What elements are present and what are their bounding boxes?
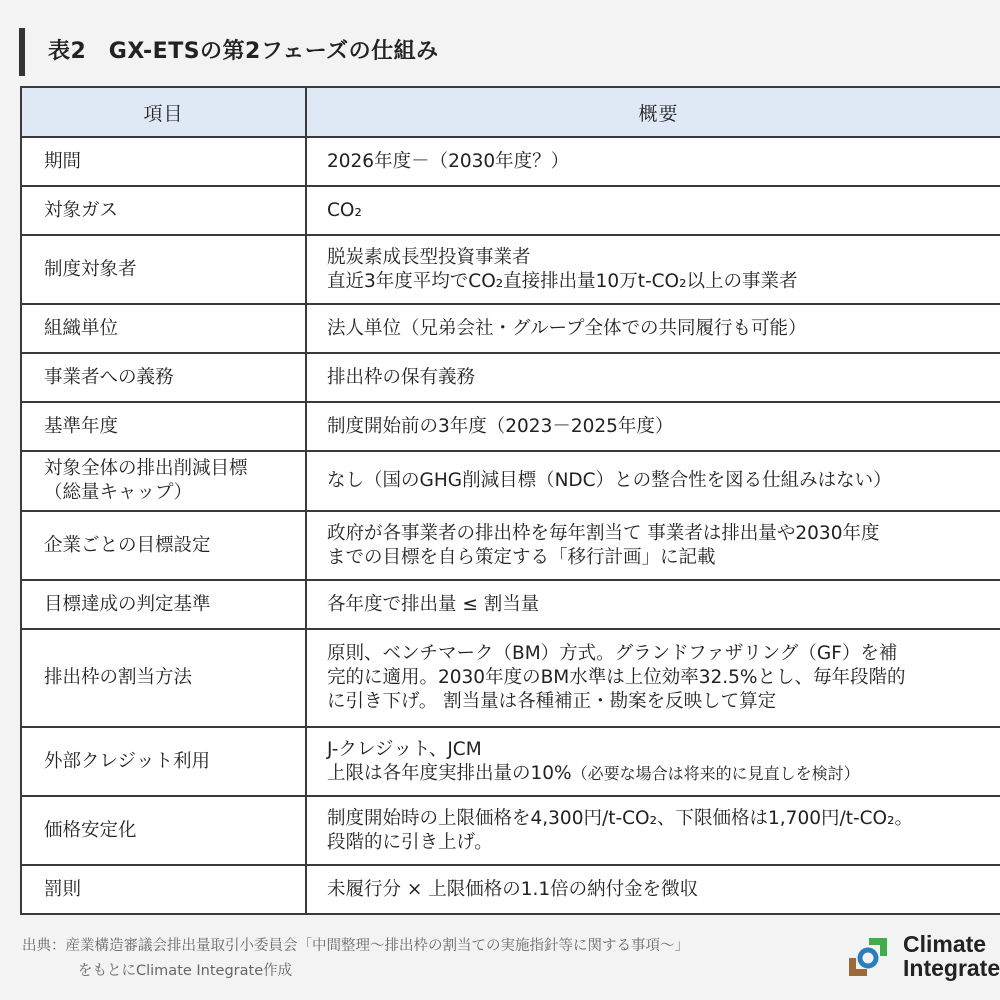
row-item: 価格安定化 — [21, 796, 306, 865]
table-row — [21, 137, 1000, 186]
row-overview: 未履行分 × 上限価格の1.1倍の納付金を徴収 — [306, 865, 1000, 914]
row-item: 事業者への義務 — [21, 353, 306, 402]
logo-line-2: Integrate — [903, 955, 1000, 981]
row-item: 目標達成の判定基準 — [21, 580, 306, 629]
row-item: 対象ガス — [21, 186, 306, 235]
overview-note-small: （必要な場合は将来的に見直しを検討） — [571, 763, 860, 783]
row-overview: 制度開始前の3年度（2023－2025年度） — [306, 402, 1000, 451]
header-overview: 概要 — [306, 87, 1000, 137]
logo-mark-icon — [845, 934, 891, 980]
table-row — [21, 865, 1000, 914]
table-row — [21, 580, 1000, 629]
row-overview: CO₂ — [306, 186, 1000, 235]
table-row — [21, 727, 1000, 796]
row-overview: 各年度で排出量 ≤ 割当量 — [306, 580, 1000, 629]
table-row — [21, 451, 1000, 511]
overview-line: に引き下げ。 割当量は各種補正・勘案を反映して算定 — [327, 691, 777, 712]
overview-line: までの目標を自ら策定する「移行計画」に記載 — [327, 546, 716, 568]
overview-note-main: 上限は各年度実排出量の10% — [327, 762, 572, 784]
climate-integrate-logo — [845, 930, 1000, 990]
overview-line: 制度開始時の上限価格を4,300円/t-CO₂、下限価格は1,700円/t-CO₂。 — [327, 807, 914, 829]
source-line-2: をもとにClimate Integrate作成 — [78, 963, 293, 979]
gx-ets-table — [20, 86, 1000, 915]
row-item: 基準年度 — [21, 402, 306, 451]
table-row — [21, 511, 1000, 580]
source-note — [22, 934, 689, 984]
table-row — [21, 353, 1000, 402]
row-item: 罰則 — [21, 865, 306, 914]
overview-line: 脱炭素成長型投資事業者 — [327, 246, 531, 268]
table-title: 表2 GX-ETSの第2フェーズの仕組み — [48, 39, 439, 64]
logo-wordmark — [903, 932, 1000, 980]
row-overview — [306, 727, 1000, 796]
row-overview: なし（国のGHG削減目標（NDC）との整合性を図る仕組みはない） — [306, 451, 1000, 511]
row-item — [21, 451, 306, 511]
logo-blue-ring — [860, 950, 876, 966]
overview-line: 政府が各事業者の排出枠を毎年割当て 事業者は排出量や2030年度 — [327, 522, 880, 544]
row-item: 組織単位 — [21, 304, 306, 353]
overview-line: 直近3年度平均でCO₂直接排出量10万t-CO₂以上の事業者 — [327, 270, 798, 292]
item-sublabel: （総量キャップ） — [44, 482, 193, 503]
row-item: 排出枠の割当方法 — [21, 629, 306, 727]
source-line-1: 出典：産業構造審議会排出量取引小委員会「中間整理〜排出枠の割当ての実施指針等に関する事項〜」 — [22, 938, 689, 954]
row-overview: 法人単位（兄弟会社・グループ全体での共同履行も可能） — [306, 304, 1000, 353]
overview-line: 完的に適用。2030年度のBM水準は上位効率32.5%とし、毎年段階的 — [327, 667, 906, 688]
header-item: 項目 — [21, 87, 306, 137]
table-row — [21, 186, 1000, 235]
row-overview: 2026年度－（2030年度？） — [306, 137, 1000, 186]
row-overview — [306, 629, 1000, 727]
item-label: 対象全体の排出削減目標 — [44, 458, 248, 479]
logo-line-1: Climate — [903, 931, 987, 957]
row-overview — [306, 796, 1000, 865]
table-row — [21, 235, 1000, 304]
title-accent-bar — [19, 28, 25, 76]
row-overview — [306, 235, 1000, 304]
row-overview — [306, 511, 1000, 580]
row-overview: 排出枠の保有義務 — [306, 353, 1000, 402]
row-item: 期間 — [21, 137, 306, 186]
table-row — [21, 629, 1000, 727]
overview-line: J-クレジット、JCM — [327, 738, 482, 760]
table-header-row — [21, 87, 1000, 137]
row-item: 外部クレジット利用 — [21, 727, 306, 796]
overview-line: 段階的に引き上げ。 — [327, 831, 493, 853]
row-item: 制度対象者 — [21, 235, 306, 304]
overview-line — [327, 762, 1000, 786]
row-item: 企業ごとの目標設定 — [21, 511, 306, 580]
overview-line: 原則、ベンチマーク（BM）方式。グランドファザリング（GF）を補 — [327, 643, 898, 664]
table-row — [21, 796, 1000, 865]
table-row — [21, 402, 1000, 451]
table-row — [21, 304, 1000, 353]
